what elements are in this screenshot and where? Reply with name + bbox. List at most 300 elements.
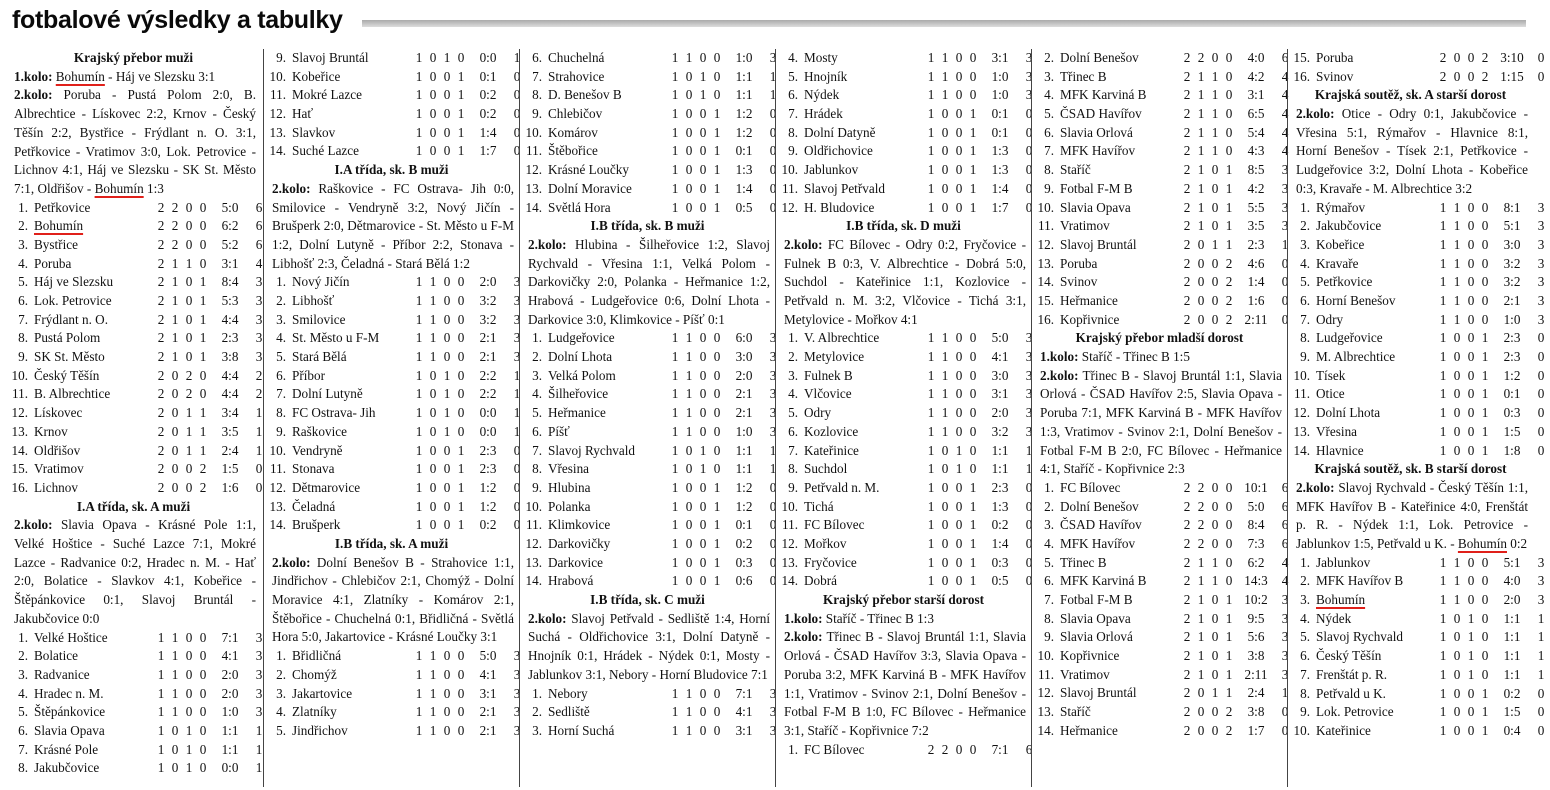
highlighted-team: Bohumín [94,180,144,196]
table-row [776,572,1031,591]
team-name: MFK Karviná B [1060,87,1147,103]
draws: 1 [699,68,707,84]
matches: 1 [415,349,423,365]
table-row [776,554,1031,573]
rank: 9. [1300,704,1310,720]
table-row [264,666,519,685]
points: 0 [1281,311,1289,327]
matches: 1 [671,50,679,65]
table-row [264,498,519,517]
table-row [1032,479,1287,498]
wins: 1 [1453,199,1461,215]
wins: 0 [685,573,693,589]
draws: 1 [443,50,451,65]
rank: 9. [788,479,798,495]
team-name: Frenštát p. R. [1316,666,1388,682]
losses: 0 [457,386,465,402]
score: 0:1 [735,517,753,533]
matches: 1 [671,180,679,196]
wins: 1 [429,685,437,701]
points: 0 [1537,423,1545,439]
rank: 13. [525,180,542,196]
draws: 0 [699,479,707,495]
table-row [1032,236,1287,255]
table-row [520,685,775,704]
points: 4 [1281,573,1289,589]
rank: 3. [276,685,286,701]
rank: 8. [18,330,28,346]
matches: 1 [415,106,423,122]
table-row [776,105,1031,124]
rank: 2. [1044,498,1054,514]
losses: 0 [1225,573,1233,589]
wins: 0 [685,554,693,570]
rank: 12. [1037,685,1054,701]
score: 1:3 [991,498,1009,514]
points: 3 [1281,199,1289,215]
wins: 1 [429,666,437,682]
rank: 1. [18,199,28,215]
losses: 1 [713,479,721,495]
matches: 1 [927,461,935,477]
score: 2:0 [221,685,239,701]
wins: 1 [1453,573,1461,589]
draws: 0 [1467,311,1475,327]
losses: 0 [199,666,207,682]
points: 3 [769,330,777,346]
draws: 0 [1211,498,1219,514]
score: 1:1 [735,442,753,458]
team-name: Štěbořice [548,143,598,159]
points: 3 [769,685,777,701]
wins: 0 [429,517,437,533]
table-row [6,722,261,741]
losses: 0 [1481,199,1489,215]
team-name: Velká Polom [548,367,616,383]
table-row [1032,142,1287,161]
wins: 0 [1453,704,1461,720]
draws: 0 [699,704,707,720]
score: 0:2 [1503,685,1521,701]
team-name: Dolní Benešov [1060,498,1139,514]
rank: 10. [1293,722,1310,738]
team-name: Fotbal F-M B [1060,592,1133,608]
team-name: Krnov [34,423,68,439]
rank: 14. [269,517,286,533]
points: 2 [255,386,263,402]
table-row [776,479,1031,498]
table-row [264,423,519,442]
table-row [1032,498,1287,517]
round-label: 2.kolo: [528,236,567,252]
table-row [264,329,519,348]
table-row [520,385,775,404]
score: 8:5 [1247,162,1265,178]
team-name: Slavoj Bruntál [1060,236,1137,252]
team-name: Hlavnice [1316,442,1364,458]
score: 6:5 [1247,106,1265,122]
losses: 0 [1481,274,1489,290]
losses: 1 [969,124,977,140]
draws: 0 [699,143,707,159]
team-name: Jakubčovice [1316,218,1382,234]
wins: 1 [429,722,437,738]
team-name: Slavoj Petřvald [804,180,885,196]
table-row [6,479,261,498]
score: 1:4 [1247,274,1265,290]
team-name: Petřkovice [1316,274,1373,290]
matches: 1 [671,535,679,551]
points: 0 [513,517,521,533]
score: 0:3 [735,554,753,570]
rank: 11. [526,517,542,533]
points: 3 [1537,255,1545,271]
matches: 1 [671,106,679,122]
rank: 2. [1300,573,1310,589]
rank: 6. [788,423,798,439]
points: 1 [1537,648,1545,664]
losses: 0 [199,367,207,383]
matches: 1 [1439,554,1447,570]
table-row [1288,385,1545,404]
round-label: 2.kolo: [272,554,311,570]
wins: 0 [429,143,437,159]
score: 4:0 [1247,50,1265,65]
matches: 2 [157,405,165,421]
table-row [6,329,261,348]
table-row [6,442,261,461]
round-label: 2.kolo: [784,629,823,645]
wins: 0 [941,461,949,477]
matches: 2 [1183,479,1191,495]
losses: 0 [713,722,721,738]
draws: 0 [1211,50,1219,65]
score: 0:3 [1503,405,1521,421]
wins: 0 [429,405,437,421]
wins: 1 [171,274,179,290]
draws: 0 [185,685,193,701]
losses: 0 [199,704,207,720]
rank: 10. [269,68,286,84]
matches: 2 [1439,68,1447,84]
score: 1:7 [479,143,497,159]
points: 3 [255,704,263,720]
points: 0 [769,143,777,159]
team-name: Slavoj Rychvald [548,442,636,458]
matches: 2 [157,218,165,234]
wins: 1 [429,648,437,664]
losses: 1 [199,311,207,327]
draws: 0 [1211,292,1219,308]
matches: 2 [157,349,165,365]
draws: 0 [443,106,451,122]
losses: 0 [1481,255,1489,271]
draws: 0 [1467,442,1475,458]
rank: 3. [276,311,286,327]
points: 3 [1025,330,1033,346]
score: 1:3 [991,162,1009,178]
matches: 1 [415,423,423,439]
wins: 0 [941,106,949,122]
rank: 3. [18,236,28,252]
points: 4 [1281,87,1289,103]
matches: 1 [927,479,935,495]
matches: 1 [1439,405,1447,421]
wins: 0 [171,442,179,458]
matches: 2 [1183,87,1191,103]
team-name: Šilheřovice [548,386,609,402]
score: 1:3 [735,162,753,178]
table-row [776,180,1031,199]
draws: 1 [1211,236,1219,252]
points: 0 [513,479,521,495]
matches: 1 [671,442,679,458]
points: 1 [769,461,777,477]
matches: 1 [415,274,423,290]
team-name: Kateřinice [804,442,859,458]
points: 3 [1025,50,1033,65]
team-name: Třinec B [1060,68,1107,84]
draws: 0 [955,554,963,570]
rank: 11. [270,87,286,103]
rank: 1. [276,648,286,664]
points: 3 [1537,199,1545,215]
matches: 2 [1183,68,1191,84]
losses: 1 [1225,685,1233,701]
table-row [1288,292,1545,311]
table-row [520,572,775,591]
table-row [6,367,261,386]
draws: 0 [955,199,963,215]
matches: 1 [927,143,935,159]
draws: 0 [1211,592,1219,608]
draws: 1 [185,405,193,421]
losses: 1 [199,293,207,309]
losses: 0 [1481,592,1489,608]
column-4 [775,49,1031,787]
team-name: Pustá Polom [34,330,101,346]
round-results: 2.kolo: Třinec B - Slavoj Bruntál 1:1, Slavia Orlová - ČSAD Havířov 3:3, Slavia Opava - Poruba 3:2, MFK Karviná B - MFK Havířov 1:1, Vratimov - Svinov 2:1, Dolní Benešov - Fotbal F-M B 1:0, FC Bílovec - Heřmanice 3:1, Staříč - Kopřivnice 7:2 [784,629,1026,738]
team-name: Petřvald u K. [1316,685,1386,701]
score: 3:2 [1503,255,1521,271]
losses: 2 [1225,274,1233,290]
table-row [776,442,1031,461]
rank: 7. [18,311,28,327]
score: 3:1 [735,722,753,738]
rank: 16. [11,479,28,495]
matches: 1 [927,50,935,65]
rank: 13. [269,498,286,514]
draws: 0 [185,330,193,346]
score: 1:4 [991,535,1009,551]
points: 3 [1025,386,1033,402]
draws: 0 [185,648,193,664]
team-name: H. Bludovice [804,199,875,215]
rank: 1. [532,330,542,346]
matches: 1 [157,648,165,664]
points: 0 [1025,143,1033,159]
points: 1 [769,87,777,103]
score: 5:6 [1247,629,1265,645]
points: 0 [1537,722,1545,738]
points: 0 [1025,573,1033,589]
rank: 2. [788,349,798,365]
wins: 1 [429,311,437,327]
points: 4 [1281,143,1289,159]
score: 4:4 [221,386,239,402]
table-row [1032,610,1287,629]
matches: 1 [1439,330,1447,346]
points: 3 [1537,274,1545,290]
team-name: Suchdol [804,461,848,477]
wins: 1 [941,423,949,439]
table-row [6,199,261,218]
table-row [1288,311,1545,330]
losses: 1 [1481,685,1489,701]
matches: 1 [927,386,935,402]
losses: 0 [1481,311,1489,327]
wins: 0 [1453,386,1461,402]
table-row [6,647,261,666]
round-results: 2.kolo: Třinec B - Slavoj Bruntál 1:1, Slavia Orlová - ČSAD Havířov 2:5, Slavia Opava - Poruba 7:1, MFK Karviná B - MFK Havířov 1:3, Vratimov - Svinov 2:1, Dolní Benešov - Fotbal F-M B 2:0, FC Bílovec - Heřmanice 4:1, Staříč - Kopřivnice 2:3 [1040,367,1282,477]
points: 3 [1537,236,1545,252]
rank: 7. [1044,143,1054,159]
wins: 0 [1453,423,1461,439]
wins: 1 [1453,218,1461,234]
points: 6 [1281,535,1289,551]
table-row [776,348,1031,367]
round-label: 2.kolo: [528,610,567,626]
losses: 1 [199,330,207,346]
team-name: Kateřinice [1316,722,1371,738]
score: 7:1 [735,685,753,701]
points: 0 [1537,68,1545,84]
rank: 4. [276,330,286,346]
matches: 1 [415,442,423,458]
rank: 13. [781,554,798,570]
rank: 1. [1044,479,1054,495]
losses: 0 [1481,554,1489,570]
score: 2:4 [221,442,239,458]
team-name: Fulnek B [804,367,853,383]
rank: 7. [18,741,28,757]
score: 0:2 [991,517,1009,533]
wins: 1 [1453,592,1461,608]
table-row [776,741,1031,760]
rank: 2. [276,666,286,682]
wins: 0 [685,442,693,458]
draws: 0 [1467,554,1475,570]
team-name: Vratimov [1060,218,1110,234]
table-row [1032,86,1287,105]
points: 6 [255,236,263,252]
wins: 0 [429,106,437,122]
losses: 1 [199,274,207,290]
table-row [1032,161,1287,180]
draws: 0 [1467,330,1475,346]
round-label: 2.kolo: [1296,106,1335,122]
score: 6:2 [221,218,239,234]
column-3 [519,49,775,787]
wins: 1 [941,349,949,365]
points: 0 [769,517,777,533]
team-name: FC Bílovec [804,517,865,533]
matches: 1 [671,87,679,103]
draws: 0 [955,386,963,402]
losses: 1 [713,535,721,551]
rank: 3. [1044,517,1054,533]
team-name: Horní Benešov [1316,293,1396,309]
losses: 0 [969,50,977,65]
team-name: Bohumín [34,218,84,234]
table-row [776,460,1031,479]
team-name: B. Albrechtice [34,386,111,402]
rank: 13. [1037,704,1054,720]
draws: 0 [1211,479,1219,495]
matches: 1 [671,685,679,701]
points: 1 [255,760,263,776]
team-name: FC Bílovec [1060,479,1121,495]
wins: 0 [429,442,437,458]
draws: 0 [1467,293,1475,309]
matches: 2 [1439,50,1447,65]
rank: 16. [1037,311,1054,327]
team-name: MFK Havířov B [1316,573,1404,589]
points: 3 [513,722,521,738]
draws: 1 [443,405,451,421]
rank: 9. [1044,629,1054,645]
wins: 0 [941,124,949,140]
matches: 1 [1439,236,1447,252]
score: 1:2 [735,498,753,514]
draws: 0 [1467,722,1475,738]
team-name: Ludgeřovice [548,330,615,346]
rank: 11. [1038,666,1054,682]
score: 2:3 [479,442,497,458]
draws: 0 [699,535,707,551]
rank: 2. [1300,218,1310,234]
losses: 0 [1225,479,1233,495]
draws: 0 [443,666,451,682]
losses: 2 [1225,255,1233,271]
points: 3 [1025,349,1033,365]
draws: 1 [1211,68,1219,84]
losses: 0 [199,741,207,757]
team-name: Slavkov [292,124,336,140]
points: 0 [1281,722,1289,738]
rank: 3. [788,367,798,383]
losses: 0 [713,50,721,65]
wins: 0 [429,461,437,477]
matches: 1 [157,666,165,682]
matches: 1 [927,162,935,178]
points: 3 [513,704,521,720]
rank: 11. [782,180,798,196]
losses: 1 [457,442,465,458]
rank: 9. [1300,349,1310,365]
table-row [1032,703,1287,722]
table-row [520,722,775,741]
wins: 0 [1197,311,1205,327]
rank: 12. [781,199,798,215]
section-heading: I.B třída, sk. D muži [846,218,961,234]
draws: 0 [1211,535,1219,551]
team-name: Český Těšín [34,367,100,383]
score: 4:1 [221,648,239,664]
rank: 5. [276,349,286,365]
team-name: D. Benešov B [548,87,622,103]
points: 0 [255,461,263,477]
